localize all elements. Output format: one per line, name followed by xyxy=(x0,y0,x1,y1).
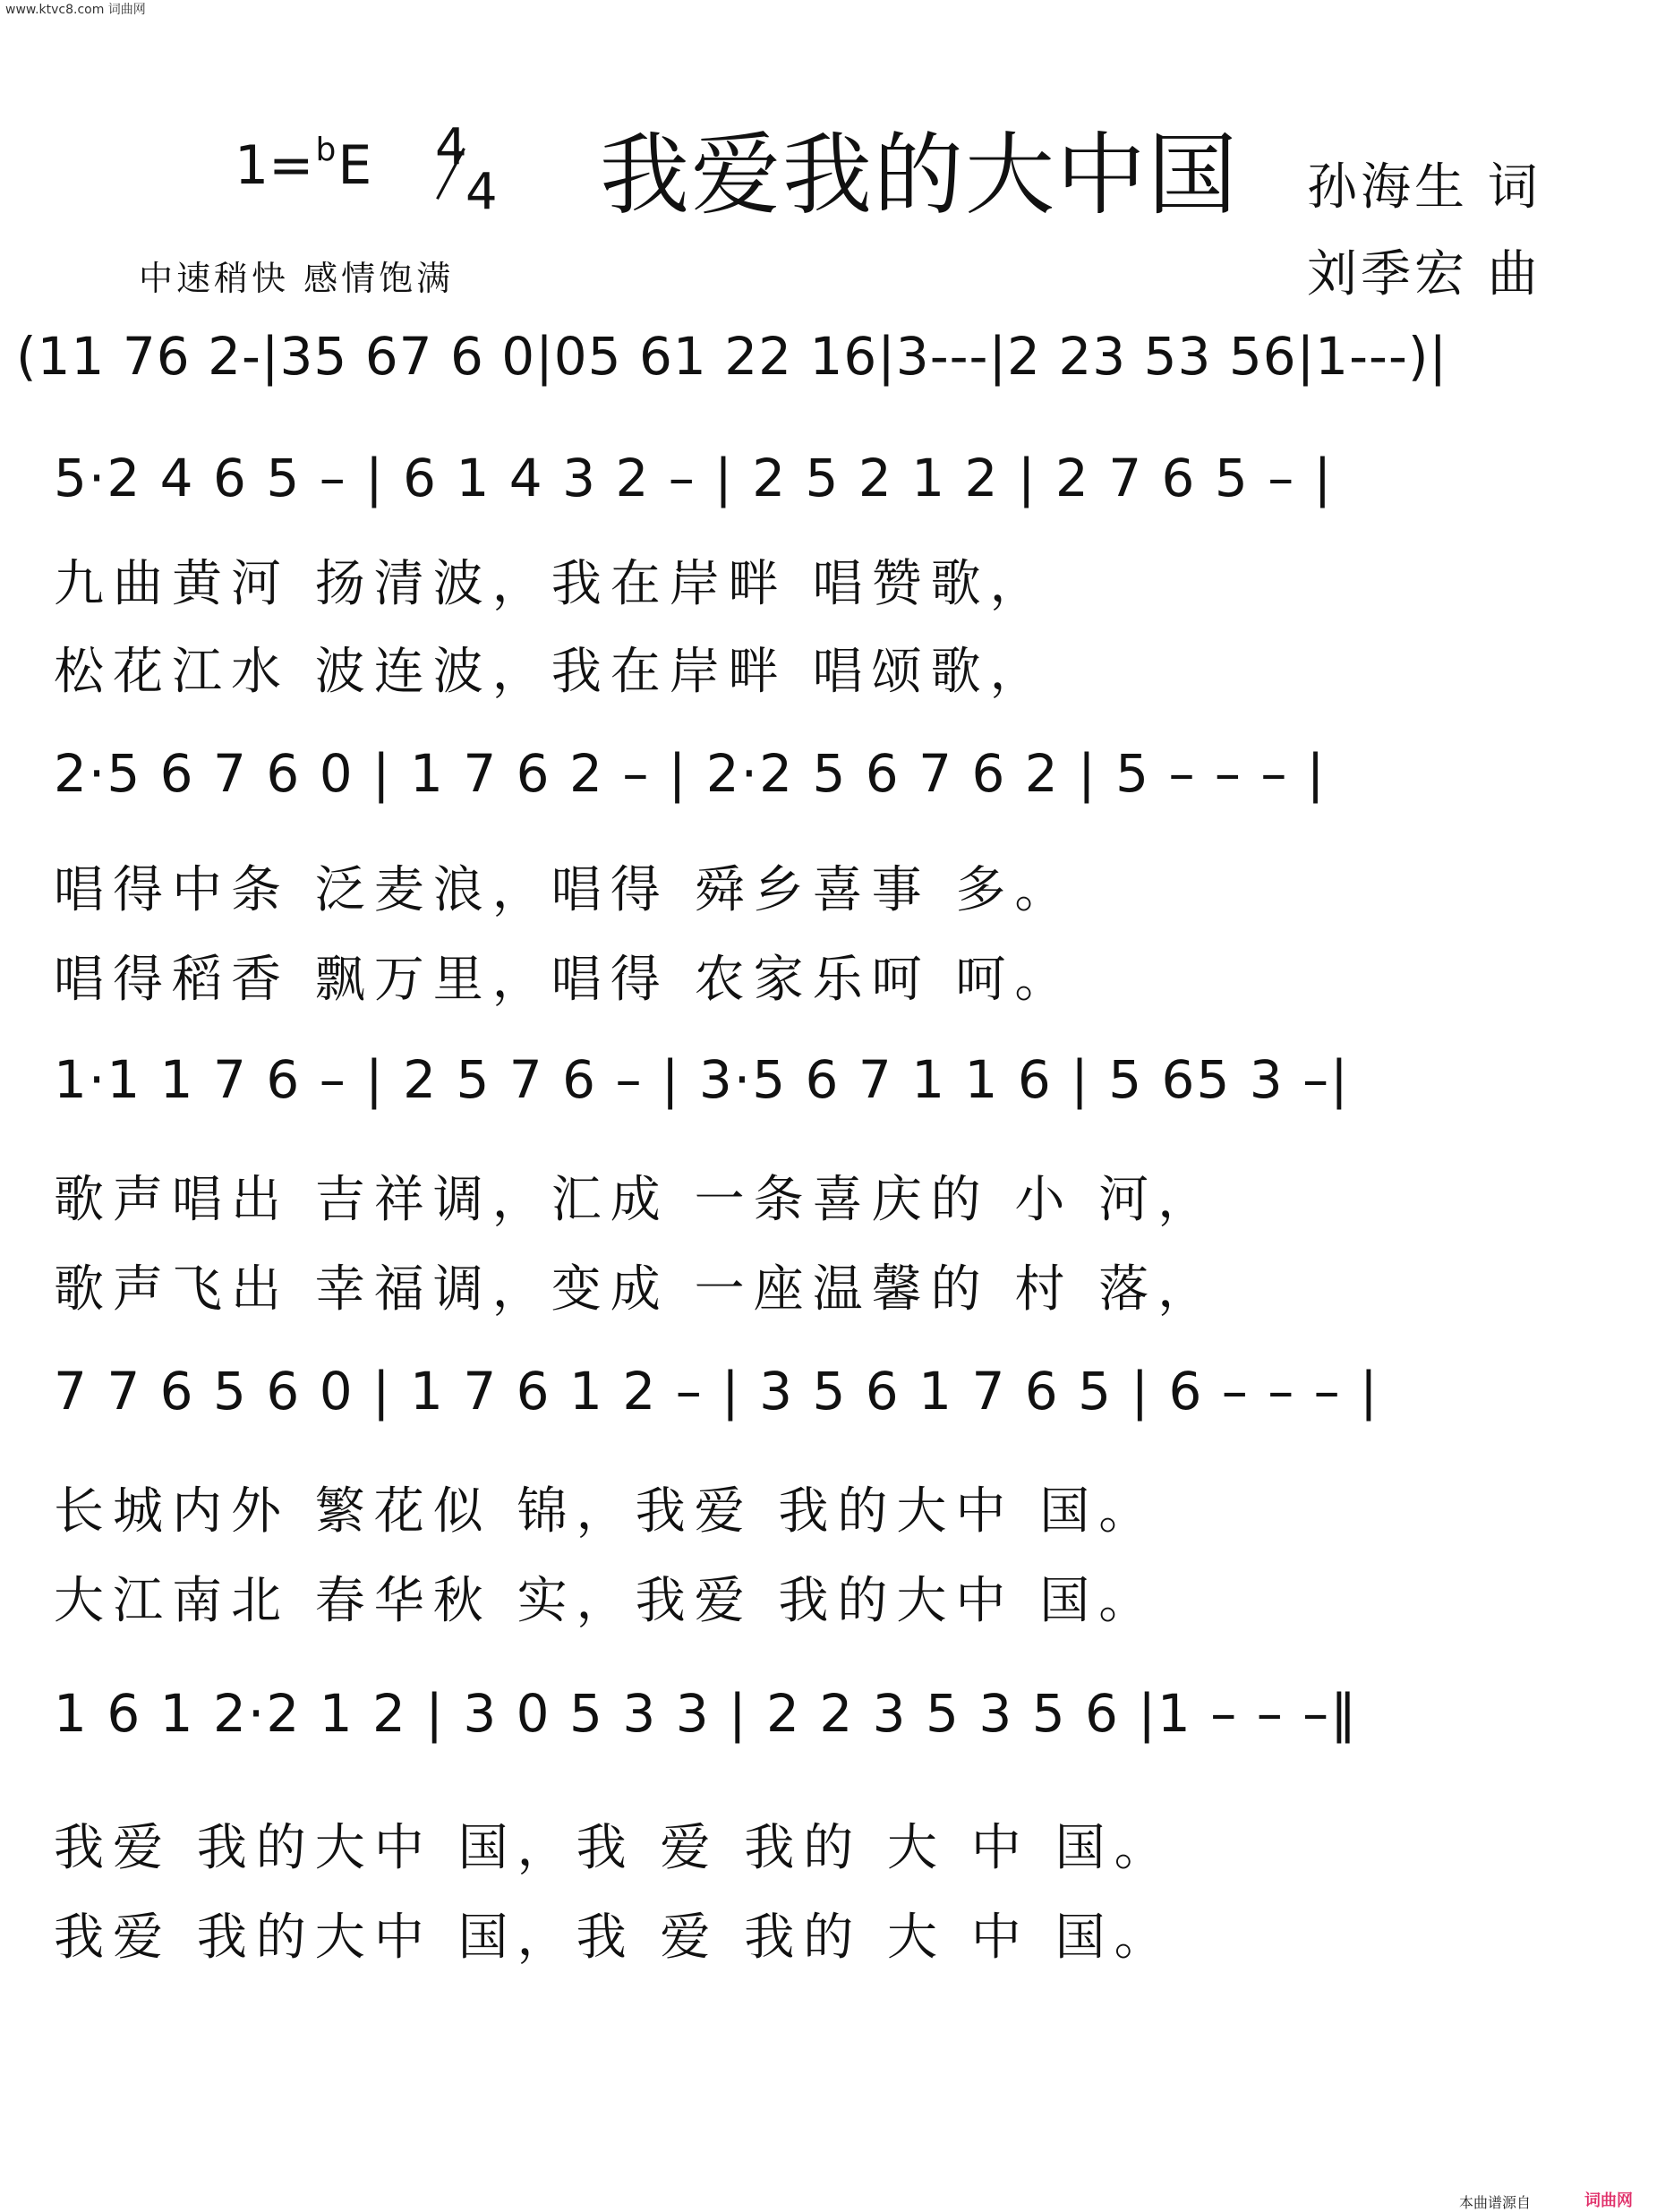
lyrics-verse-1-line-3: 歌声唱出 吉祥调，汇成 一条喜庆的 小 河， xyxy=(54,1171,1217,1229)
intro-notes: (11 76 2-|35 67 6 0|05 61 22 16|3---|2 23 53 56|1---)| xyxy=(16,326,1448,387)
lyrics-verse-2-line-1: 松花江水 波连波，我在岸畔 唱颂歌， xyxy=(54,643,1049,701)
lyrics-verse-2-line-5: 我爱 我的大中 国，我 爱 我的 大 中 国。 xyxy=(54,1909,1174,1967)
lyrics-verse-1-line-5: 我爱 我的大中 国，我 爱 我的 大 中 国。 xyxy=(54,1819,1174,1877)
lyrics-verse-1-line-1: 九曲黄河 扬清波，我在岸畔 唱赞歌， xyxy=(54,555,1049,613)
notes-system-5: 1 6 1 2·2 1 2 | 3 0 5 3 3 | 2 2 3 5 3 5 6 |1 – – –‖ xyxy=(54,1683,1359,1744)
site-url-watermark: www.ktvc8.com 词曲网 xyxy=(5,3,146,17)
notes-system-3: 1·1 1 7 6 – | 2 5 7 6 – | 3·5 6 7 1 1 6 | 5 65 3 –| xyxy=(54,1049,1350,1110)
site-logo[interactable]: 词曲网 xyxy=(1584,2191,1633,2210)
flat-mark: b xyxy=(315,132,337,168)
lyricist-credit: 孙海生 词 xyxy=(1307,158,1541,217)
source-note: 本曲谱源自 xyxy=(1459,2194,1532,2211)
time-numerator: 4 xyxy=(435,118,467,176)
lyrics-verse-1-line-2: 唱得中条 泛麦浪，唱得 舜乡喜事 多。 xyxy=(54,861,1074,919)
key-prefix: 1= xyxy=(235,134,314,197)
composer-credit: 刘季宏 曲 xyxy=(1307,245,1541,303)
key-note: E xyxy=(337,134,372,197)
tempo-marking: 中速稍快 感情饱满 xyxy=(139,259,455,298)
lyrics-verse-2-line-4: 大江南北 春华秋 实，我爱 我的大中 国。 xyxy=(54,1572,1158,1630)
time-denominator: 4 xyxy=(465,163,498,221)
notes-system-2: 2·5 6 7 6 0 | 1 7 6 2 – | 2·2 5 6 7 6 2 | 5 – – – | xyxy=(54,743,1327,804)
notes-system-1: 5·2 4 6 5 – | 6 1 4 3 2 – | 2 5 2 1 2 | 2 7 6 5 – | xyxy=(54,448,1334,508)
notes-system-4: 7 7 6 5 6 0 | 1 7 6 1 2 – | 3 5 6 1 7 6 5 | 6 – – – | xyxy=(54,1361,1379,1422)
key-signature xyxy=(235,134,371,197)
time-signature xyxy=(430,118,501,226)
lyrics-verse-2-line-2: 唱得稻香 飘万里，唱得 农家乐呵 呵。 xyxy=(54,951,1074,1009)
lyrics-verse-2-line-3: 歌声飞出 幸福调，变成 一座温馨的 村 落， xyxy=(54,1260,1217,1319)
lyrics-verse-1-line-4: 长城内外 繁花似 锦，我爱 我的大中 国。 xyxy=(54,1482,1158,1541)
song-title: 我爱我的大中国 xyxy=(600,123,1239,227)
